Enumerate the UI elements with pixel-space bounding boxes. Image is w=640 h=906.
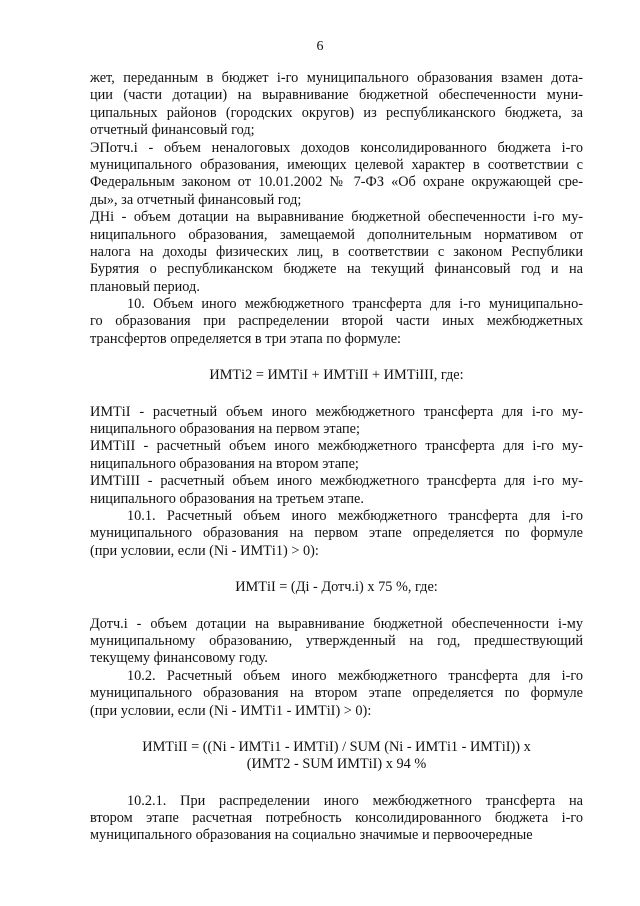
text-line: 10.2. Расчетный объем иного межбюджетного трансферта для i-го bbox=[127, 667, 583, 684]
formula-line: (ИМТ2 - SUM ИМТiI) x 94 % bbox=[246, 756, 427, 773]
text-line: ции (части дотации) на выравнивание бюджетной обеспеченности муни- bbox=[90, 87, 583, 104]
text-line: отчетный финансовый год; bbox=[90, 122, 255, 139]
text-line: муниципальному образованию, утвержденный на год, предшествующий bbox=[90, 632, 583, 649]
text-line: плановый период. bbox=[90, 278, 200, 295]
text-line: 10.1. Расчетный объем иного межбюджетного трансферта для i-го bbox=[127, 507, 583, 524]
text-line: (при условии, если (Ni - ИМТi1) > 0): bbox=[90, 542, 319, 559]
text-line: Дотч.i - объем дотации на выравнивание бюджетной обеспеченности i-му bbox=[90, 615, 583, 632]
text-line: ниципального образования, замещаемой дополнительным нормативом от bbox=[90, 226, 583, 243]
text-line: ниципального образования на третьем этапе. bbox=[90, 490, 364, 507]
text-line: ИМТiII - расчетный объем иного межбюджетного трансферта для i-го му- bbox=[90, 438, 583, 455]
text-line: ниципального образования на втором этапе; bbox=[90, 455, 359, 472]
formula-line: ИМТiI = (Дi - Дотч.i) x 75 %, где: bbox=[235, 579, 438, 596]
text-line: ниципального образования на первом этапе; bbox=[90, 421, 360, 438]
paragraph bbox=[90, 793, 583, 845]
text-line: ЭПотч.i - объем неналоговых доходов консолидированного бюджета i-го bbox=[90, 139, 583, 156]
text-line: ды», за отчетный финансовый год; bbox=[90, 191, 302, 208]
text-line: текущему финансовому году. bbox=[90, 650, 268, 667]
text-line: ципальных районов (городских округов) из республиканского бюджета, за bbox=[90, 104, 583, 121]
paragraph bbox=[90, 209, 583, 296]
text-line: (при условии, если (Ni - ИМТi1 - ИМТiI) > 0): bbox=[90, 702, 372, 719]
text-line: жет, переданным в бюджет i-го муниципального образования взамен дота- bbox=[90, 70, 583, 86]
text-line: ИМТiI - расчетный объем иного межбюджетного трансферта для i-го му- bbox=[90, 403, 583, 420]
formula-line: ИМТi2 = ИМТiI + ИМТiII + ИМТiIII, где: bbox=[209, 367, 464, 384]
paragraph bbox=[90, 616, 583, 668]
paragraph bbox=[90, 438, 583, 473]
paragraph bbox=[90, 508, 583, 560]
formula bbox=[90, 579, 583, 596]
text-line: трансфертов определяется в три этапа по формуле: bbox=[90, 330, 402, 347]
text-line: го образования при распределении второй части иных межбюджетных bbox=[90, 313, 583, 330]
text-line: муниципального образования на первом этапе определяется по формуле bbox=[90, 525, 583, 542]
formula-line: ИМТiII = ((Ni - ИМТi1 - ИМТiI) / SUM (Ni - ИМТi1 - ИМТiI)) x bbox=[142, 738, 531, 755]
text-line: 10. Объем иного межбюджетного трансферта для i-го муниципально- bbox=[127, 296, 583, 313]
document-body bbox=[90, 70, 583, 845]
text-line: ИМТiIII - расчетный объем иного межбюджетного трансферта для i-го му- bbox=[90, 473, 583, 490]
paragraph bbox=[90, 296, 583, 348]
page-number: 6 bbox=[316, 39, 324, 54]
text-line: Федеральным законом от 10.01.2002 № 7-ФЗ «Об охране окружающей сре- bbox=[90, 174, 583, 191]
text-line: налога на доходы физических лиц, в соответствии с законом Республики bbox=[90, 243, 583, 260]
formula bbox=[90, 739, 583, 774]
paragraph bbox=[90, 668, 583, 720]
paragraph bbox=[90, 473, 583, 508]
paragraph bbox=[90, 70, 583, 140]
text-line: 10.2.1. При распределении иного межбюджетного трансферта на bbox=[127, 792, 583, 809]
text-line: ДНi - объем дотации на выравнивание бюджетной обеспеченности i-го му- bbox=[90, 209, 583, 226]
text-line: муниципального образования на социально значимые и первоочередные bbox=[90, 827, 533, 844]
text-line: Бурятия о республиканском бюджете на текущий финансовый год и на bbox=[90, 261, 583, 278]
text-line: втором этапе расчетная потребность консолидированного бюджета i-го bbox=[90, 810, 583, 827]
paragraph bbox=[90, 404, 583, 439]
formula bbox=[90, 367, 583, 384]
text-line: муниципального образования, имеющих целевой характер в соответствии с bbox=[90, 156, 583, 173]
paragraph bbox=[90, 140, 583, 210]
text-line: муниципального образования на втором этапе определяется по формуле bbox=[90, 685, 583, 702]
